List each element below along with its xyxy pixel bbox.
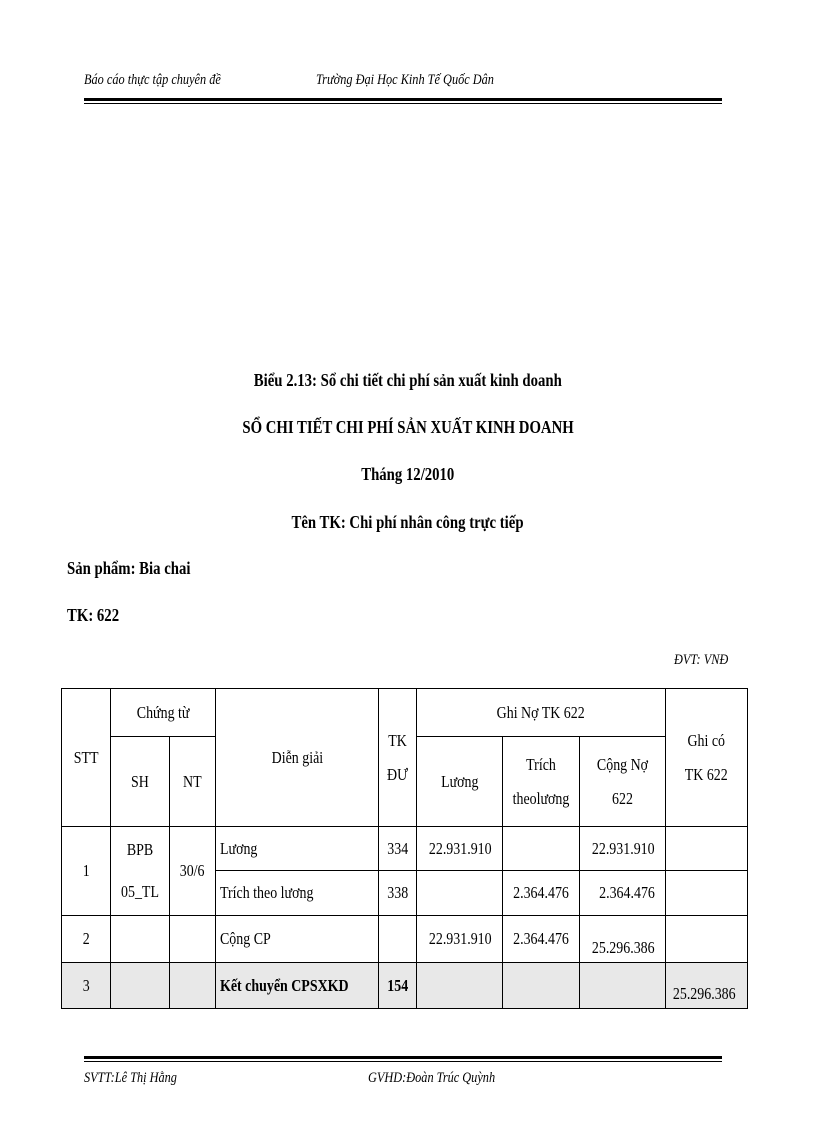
- header-report-title: Báo cáo thực tập chuyên đề: [84, 72, 221, 88]
- col-sh-header: SH: [111, 737, 170, 827]
- row-ghi-co: 25.296.386: [666, 963, 748, 1009]
- row-trich: [503, 963, 580, 1009]
- row-ghi-co: [666, 871, 748, 916]
- row-dien-giai: Lương: [216, 827, 379, 871]
- header-rule-thin: [84, 103, 722, 104]
- row-stt: 1: [62, 827, 111, 916]
- col-chung-tu-header: Chứng từ: [111, 689, 216, 737]
- row-dien-giai: Kết chuyển CPSXKD: [216, 963, 379, 1009]
- header-row-1: [62, 689, 748, 737]
- row-nt: [170, 963, 216, 1009]
- page-title: SỔ CHI TIẾT CHI PHÍ SẢN XUẤT KINH DOANH: [242, 417, 574, 437]
- row-cong-no: [580, 963, 666, 1009]
- table-row: [62, 916, 748, 963]
- account-name: Tên TK: Chi phí nhân công trực tiếp: [291, 512, 525, 532]
- period-label: Tháng 12/2010: [361, 464, 455, 484]
- row-dien-giai: Cộng CP: [216, 916, 379, 963]
- row-sh: [111, 963, 170, 1009]
- ledger-table: [61, 688, 748, 1009]
- col-ghi-no-header: Ghi Nợ TK 622: [417, 689, 666, 737]
- header-university: Trường Đại Học Kinh Tế Quốc Dân: [316, 72, 494, 88]
- row-cong-no: 22.931.910: [580, 827, 666, 871]
- row-trich: 2.364.476: [503, 916, 580, 963]
- row-dien-giai: Trích theo lương: [216, 871, 379, 916]
- product-label: Sản phẩm: Bia chai: [67, 558, 191, 578]
- row-tk: 154: [379, 963, 417, 1009]
- row-sh: BPB 05_TL: [111, 827, 170, 916]
- footer-student: SVTT:Lê Thị Hằng: [84, 1070, 177, 1086]
- col-cong-no-header: Cộng Nợ 622: [580, 737, 666, 827]
- footer-rule-thick: [84, 1056, 722, 1059]
- col-trich-header: Trích theolương: [503, 737, 580, 827]
- row-trich: 2.364.476: [503, 871, 580, 916]
- row-ghi-co: [666, 916, 748, 963]
- row-ghi-co: [666, 827, 748, 871]
- row-sh: [111, 916, 170, 963]
- row-nt: [170, 916, 216, 963]
- row-stt: 3: [62, 963, 111, 1009]
- col-dien-giai-header: Diễn giải: [216, 689, 379, 827]
- row-luong: [417, 963, 503, 1009]
- row-cong-no: 2.364.476: [580, 871, 666, 916]
- row-luong: [417, 871, 503, 916]
- account-label: TK: 622: [67, 605, 120, 625]
- col-luong-header: Lương: [417, 737, 503, 827]
- col-nt-header: NT: [170, 737, 216, 827]
- table-row: [62, 827, 748, 871]
- col-ghi-co-header: Ghi có TK 622: [666, 689, 748, 827]
- header-rule-thick: [84, 98, 722, 101]
- row-luong: 22.931.910: [417, 916, 503, 963]
- table-caption: Biểu 2.13: Sổ chi tiết chi phí sản xuất kinh doanh: [253, 370, 562, 390]
- row-tk: [379, 916, 417, 963]
- col-stt-header: STT: [62, 689, 111, 827]
- row-cong-no: 25.296.386: [580, 916, 666, 963]
- unit-label: ĐVT: VNĐ: [673, 652, 729, 668]
- row-tk: 338: [379, 871, 417, 916]
- table-row: [62, 963, 748, 1009]
- col-tk-du-header: TK ĐƯ: [379, 689, 417, 827]
- footer-rule-thin: [84, 1061, 722, 1062]
- footer-supervisor: GVHD:Đoàn Trúc Quỳnh: [368, 1070, 496, 1086]
- row-stt: 2: [62, 916, 111, 963]
- row-nt: 30/6: [170, 827, 216, 916]
- row-luong: 22.931.910: [417, 827, 503, 871]
- row-tk: 334: [379, 827, 417, 871]
- row-trich: [503, 827, 580, 871]
